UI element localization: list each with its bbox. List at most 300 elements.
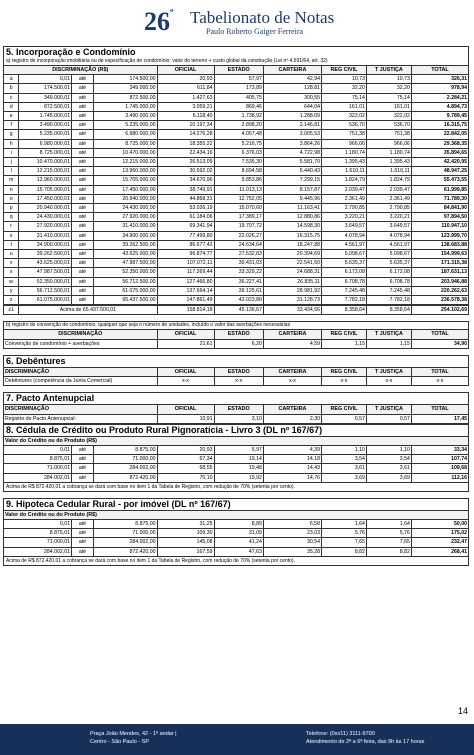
fee-schedule: [3, 46, 469, 566]
table-cell: 8,82: [321, 547, 366, 556]
table-cell: 34.900.000,00: [93, 231, 157, 240]
table-cell: 26.513,09: [157, 158, 214, 167]
table-cell: 28.981,92: [263, 286, 321, 295]
table-cell: 84.841,90: [411, 204, 468, 213]
table-cell: 2.361,49: [366, 194, 411, 203]
table-cell: 16.315,75: [263, 231, 321, 240]
table-row: [4, 93, 469, 102]
column-header: ESTADO: [214, 330, 263, 339]
table-row: [4, 130, 469, 139]
table-cell: 3.059,21: [157, 102, 214, 111]
table-cell: 23,03: [263, 529, 321, 538]
table-cell: 5.635,37: [321, 259, 366, 268]
table-cell: 47.987.500,01: [19, 268, 72, 277]
table-cell: 7.245,48: [321, 286, 366, 295]
incorporation-table-top-row: [3, 305, 469, 315]
table-cell: 173,89: [214, 84, 263, 93]
table-cell: 128,81: [263, 84, 321, 93]
table-cell: i: [4, 148, 19, 157]
table-cell: h: [4, 139, 19, 148]
column-header: Valor do Crédito ou do Produto (R$): [4, 510, 469, 519]
column-header: ESTADO: [214, 367, 263, 376]
table-cell: 7,65: [321, 538, 366, 547]
section-description: a) registro de incorporação imobiliária ou de especificação de condomínio: valor do terreno + custo global da construção (Lei nº 4.591/64, art. 32): [3, 58, 469, 65]
section-title: 7. Pacto Antenupcial: [3, 392, 469, 404]
table-cell: 349.000,00: [93, 84, 157, 93]
table-cell: 55.473,55: [411, 176, 468, 185]
table-cell: a: [4, 75, 19, 84]
table-cell: 12.215.000,01: [19, 167, 72, 176]
table-cell: até: [71, 277, 93, 286]
table-cell: 5.235.000,01: [19, 130, 72, 139]
table-cell: 536,70: [321, 121, 366, 130]
table-cell: e: [4, 112, 19, 121]
table-cell: 9.853,86: [214, 176, 263, 185]
table-cell: 9.789,45: [411, 112, 468, 121]
column-header: T JUSTIÇA: [366, 367, 411, 376]
table-cell: 11.163,41: [263, 204, 321, 213]
column-header: TOTAL: [411, 66, 468, 75]
table-cell: 42.420,95: [411, 158, 468, 167]
debentures-table: [3, 367, 469, 386]
logo-number: $26^º$: [144, 7, 174, 36]
table-cell: 2.039,47: [321, 185, 366, 194]
table-row: [4, 538, 469, 547]
table-cell: 8,82: [366, 547, 411, 556]
table-cell: 47.987.500,00: [93, 259, 157, 268]
rural-credit-table: [3, 436, 469, 483]
table-cell: 1.610,11: [366, 167, 411, 176]
table-cell: 4,39: [263, 445, 321, 454]
table-row: [4, 286, 469, 295]
table-cell: 22.541,50: [263, 259, 321, 268]
table-cell: até: [71, 93, 93, 102]
table-cell: 17.450.000,00: [93, 185, 157, 194]
table-cell: 33.329,22: [214, 268, 263, 277]
table-cell: até: [71, 445, 93, 454]
table-cell: 4.057,48: [214, 130, 263, 139]
column-header: DISCRIMINAÇÃO (R$): [4, 66, 158, 75]
table-cell: 48.947,25: [411, 167, 468, 176]
table-cell: até: [71, 538, 93, 547]
table-cell: 71.000,00: [93, 455, 157, 464]
table-cell: 43.625.000,01: [19, 259, 72, 268]
section-title: 8. Cédula de Crédito ou Produto Rural Pignoratícia - Livro 3 (DL nº 167/67): [3, 424, 469, 436]
table-row: [4, 414, 469, 423]
table-cell: 53.026,19: [157, 204, 214, 213]
table-row: [4, 277, 469, 286]
table-cell: 3,54: [366, 455, 411, 464]
table-cell: 10,73: [321, 75, 366, 84]
table-cell: 9.445,96: [263, 194, 321, 203]
table-cell: 24.688,31: [263, 268, 321, 277]
table-row: [4, 222, 469, 231]
incorporation-table: [3, 65, 469, 305]
table-cell: w: [4, 277, 19, 286]
table-cell: 10.470.000,01: [19, 158, 72, 167]
table-row: [4, 194, 469, 203]
table-cell: até: [71, 286, 93, 295]
column-header: T JUSTIÇA: [366, 66, 411, 75]
table-cell: 31.410.000,00: [93, 222, 157, 231]
table-cell: 6,20: [214, 339, 263, 348]
table-cell: 14,18: [263, 455, 321, 464]
table-cell: p: [4, 204, 19, 213]
table-cell: 14.276,28: [157, 130, 214, 139]
table-cell: 8.875,01: [4, 455, 72, 464]
table-cell: 86.677,42: [157, 240, 214, 249]
table-cell: x-x: [411, 377, 468, 386]
table-cell: 20.940.000,00: [93, 194, 157, 203]
table-cell: 0,01: [4, 445, 72, 454]
table-cell: x: [4, 268, 19, 277]
table-cell: 56.712.500,01: [19, 286, 72, 295]
table-cell: 19,14: [214, 455, 263, 464]
table-cell: 872.500,01: [19, 102, 72, 111]
table-cell: 2,30: [263, 414, 321, 423]
table-cell: 41,24: [214, 538, 263, 547]
table-cell: 4.561,97: [321, 240, 366, 249]
table-cell: 1.395,43: [321, 158, 366, 167]
table-row: [4, 268, 469, 277]
table-cell: 5.635,37: [366, 259, 411, 268]
table-cell: 4.722,98: [263, 148, 321, 157]
prenup-table: [3, 404, 469, 423]
table-row: [4, 473, 469, 482]
table-cell: até: [71, 102, 93, 111]
table-cell: 22.026,27: [214, 231, 263, 240]
table-cell: x-x: [263, 377, 321, 386]
table-row: [4, 547, 469, 556]
table-cell: 300,55: [263, 93, 321, 102]
table-cell: 1.738,92: [214, 112, 263, 121]
table-cell: 7.299,15: [263, 176, 321, 185]
table-cell: 0,01: [19, 75, 72, 84]
column-header: REG CIVIL: [322, 367, 367, 376]
table-cell: 5.581,70: [263, 158, 321, 167]
table-cell: 107,74: [411, 455, 468, 464]
table-cell: 284.002,00: [93, 464, 157, 473]
table-cell: 17.450.000,01: [19, 194, 72, 203]
table-cell: 3.220,21: [321, 213, 366, 222]
table-cell: até: [71, 519, 93, 528]
table-cell: 70,10: [157, 473, 214, 482]
table-cell: t: [4, 240, 19, 249]
table-cell: 644,04: [263, 102, 321, 111]
table-cell: Debêntures (competência da Junta Comercial): [4, 377, 158, 386]
table-cell: 42.023,80: [214, 296, 263, 305]
column-header: OFICIAL: [157, 367, 214, 376]
logo-subtitle: Paulo Roberto Gaiger Ferreira: [206, 27, 304, 36]
table-cell: 45.136,67: [214, 306, 263, 315]
table-cell: 127.466,80: [157, 277, 214, 286]
table-row: [4, 121, 469, 130]
table-cell: 31,09: [214, 529, 263, 538]
table-row: [4, 250, 469, 259]
table-cell: 154.999,63: [411, 250, 468, 259]
table-cell: x-x: [214, 377, 263, 386]
table-cell: até: [71, 222, 93, 231]
table-cell: 1,10: [321, 445, 366, 454]
table-header-row: [4, 367, 469, 376]
table-cell: c: [4, 93, 19, 102]
table-cell: q: [4, 213, 19, 222]
table-cell: 2.898,20: [214, 121, 263, 130]
table-cell: 145,08: [157, 538, 214, 547]
table-row: [4, 306, 469, 315]
table-row: [4, 339, 469, 348]
column-header: REG CIVIL: [322, 330, 367, 339]
table-cell: 5.216,75: [214, 139, 263, 148]
column-header: TOTAL: [411, 330, 468, 339]
mortgage-table: [3, 510, 469, 557]
table-cell: 65.437.500,00: [93, 296, 157, 305]
table-cell: 174.500,00: [93, 75, 157, 84]
table-cell: 5,97: [214, 445, 263, 454]
column-header: ESTADO: [214, 66, 263, 75]
table-cell: 39.262.500,00: [93, 240, 157, 249]
table-cell: 187.631,13: [411, 268, 468, 277]
table-cell: até: [71, 112, 93, 121]
table-cell: 2.284,21: [411, 93, 468, 102]
table-cell: 751,38: [321, 130, 366, 139]
table-cell: 1,15: [322, 339, 367, 348]
table-cell: 12.880,86: [263, 213, 321, 222]
table-cell: 284.002,00: [93, 538, 157, 547]
table-cell: 8.875,00: [93, 445, 157, 454]
table-cell: 3,69: [321, 473, 366, 482]
table-cell: 42,94: [263, 75, 321, 84]
table-cell: 284.002,01: [4, 473, 72, 482]
table-cell: 7.782,18: [366, 296, 411, 305]
table-row: [4, 102, 469, 111]
table-cell: 31,25: [157, 519, 214, 528]
table-cell: 147.861,49: [157, 296, 214, 305]
table-cell: 22.842,05: [411, 130, 468, 139]
table-cell: 35.894,65: [411, 148, 468, 157]
column-header: DISCRIMINAÇÃO: [4, 367, 158, 376]
table-cell: x-x: [322, 377, 367, 386]
table-row: [4, 75, 469, 84]
table-cell: 57,97: [214, 75, 263, 84]
column-header: T JUSTIÇA: [366, 330, 411, 339]
table-cell: o: [4, 194, 19, 203]
table-row: [4, 176, 469, 185]
table-cell: 75,14: [366, 93, 411, 102]
table-row: [4, 464, 469, 473]
table-cell: 0,57: [366, 414, 411, 423]
table-cell: l: [4, 167, 19, 176]
table-cell: 35,28: [263, 547, 321, 556]
table-cell: 67,34: [157, 455, 214, 464]
table-cell: até: [71, 250, 93, 259]
section-title: 6. Debêntures: [3, 355, 469, 367]
table-cell: até: [71, 213, 93, 222]
table-cell: 3,10: [214, 414, 263, 423]
table-cell: 12.215.000,00: [93, 158, 157, 167]
table-cell: 27.532,83: [214, 250, 263, 259]
table-row: [4, 259, 469, 268]
table-cell: 16.315,75: [411, 121, 468, 130]
table-cell: 1.745.000,00: [93, 102, 157, 111]
table-cell: 6,58: [263, 519, 321, 528]
table-cell: 34.900.000,01: [19, 240, 72, 249]
table-row: [4, 529, 469, 538]
table-cell: 872.500,00: [93, 93, 157, 102]
table-cell: 161,01: [366, 102, 411, 111]
column-header: ESTADO: [214, 405, 263, 414]
table-cell: 6.376,03: [214, 148, 263, 157]
table-cell: 39.125,61: [214, 286, 263, 295]
table-cell: 3.220,21: [366, 213, 411, 222]
table-cell: 3.864,26: [263, 139, 321, 148]
table-cell: 27.920.000,00: [93, 213, 157, 222]
letterhead: [0, 0, 474, 44]
table-cell: 71.000,00: [93, 529, 157, 538]
table-row: [4, 148, 469, 157]
table-cell: 7,65: [366, 538, 411, 547]
table-cell: 6.172,08: [366, 268, 411, 277]
table-cell: 3,61: [321, 464, 366, 473]
table-cell: 12.752,05: [214, 194, 263, 203]
table-cell: 10,73: [366, 75, 411, 84]
table-cell: 110.947,10: [411, 222, 468, 231]
table-cell: 1,64: [366, 519, 411, 528]
table-cell: 39.262.500,01: [19, 250, 72, 259]
table-cell: 123.999,70: [411, 231, 468, 240]
table-cell: 872.420,00: [93, 547, 157, 556]
table-cell: 8.725.000,01: [19, 148, 72, 157]
table-row: [4, 231, 469, 240]
table-cell: 32,20: [366, 84, 411, 93]
table-cell: até: [71, 158, 93, 167]
table-cell: 7.782,18: [321, 296, 366, 305]
table-cell: até: [71, 167, 93, 176]
table-cell: 254.102,69: [411, 306, 468, 315]
table-cell: 71.000,01: [4, 538, 72, 547]
table-cell: 33,34: [411, 445, 468, 454]
table-cell: 8.358,64: [366, 306, 411, 315]
section-title: 9. Hipoteca Cedular Rural - por imóvel (DL nº 167/67): [3, 498, 469, 510]
table-cell: n: [4, 185, 19, 194]
table-cell: 2.361,49: [321, 194, 366, 203]
table-row: [4, 519, 469, 528]
table-cell: 872.420,00: [93, 473, 157, 482]
column-header: REG CIVIL: [321, 66, 366, 75]
table-cell: 22.434,16: [157, 148, 214, 157]
table-cell: 203.946,88: [411, 277, 468, 286]
table-cell: 30,54: [263, 538, 321, 547]
table-cell: 966,06: [366, 139, 411, 148]
column-header: CARTEIRA: [263, 405, 321, 414]
table-cell: Acima de 65.437.500,01: [19, 306, 157, 315]
column-header: OFICIAL: [157, 330, 214, 339]
table-cell: 52.350.000,00: [93, 268, 157, 277]
table-cell: 109,68: [411, 464, 468, 473]
convention-description: b) registro de convenção de condomínio, qualquer que seja o número de unidades, incluído o valor das averbações necessárias: [3, 321, 469, 329]
table-cell: 10.470.000,00: [93, 148, 157, 157]
table-cell: 11.013,13: [214, 185, 263, 194]
table-cell: 61.075.000,01: [19, 296, 72, 305]
table-cell: d: [4, 102, 19, 111]
table-cell: 978,94: [411, 84, 468, 93]
table-cell: 3.490.000,01: [19, 121, 72, 130]
table-row: [4, 455, 469, 464]
table-cell: 1.824,79: [366, 176, 411, 185]
table-row: [4, 445, 469, 454]
table-cell: 5.098,67: [366, 250, 411, 259]
table-cell: até: [71, 139, 93, 148]
table-cell: 232,47: [411, 538, 468, 547]
table-cell: 1.288,09: [263, 112, 321, 121]
table-cell: 96.874,77: [157, 250, 214, 259]
column-header: DISCRIMINAÇÃO: [4, 330, 158, 339]
table-cell: até: [71, 185, 93, 194]
table-cell: 47,63: [214, 547, 263, 556]
table-row: [4, 112, 469, 121]
table-cell: 13.960.000,00: [93, 167, 157, 176]
table-cell: y: [4, 286, 19, 295]
table-cell: 109,30: [157, 529, 214, 538]
table-cell: 167,59: [157, 547, 214, 556]
table-cell: 61.184,06: [157, 213, 214, 222]
table-cell: até: [71, 529, 93, 538]
table-cell: até: [71, 455, 93, 464]
table-cell: 31.410.000,01: [19, 231, 72, 240]
table-cell: 322,02: [366, 112, 411, 121]
footer-address: Praça João Mendes, 42 - 1º andar | Centro - São Paulo - SP: [90, 731, 177, 745]
table-cell: 77.499,80: [157, 231, 214, 240]
table-cell: 8.875,01: [4, 529, 72, 538]
table-cell: 5,76: [366, 529, 411, 538]
table-cell: 10,91: [157, 414, 214, 423]
page-number: 14: [457, 706, 468, 716]
table-row: [4, 296, 469, 305]
table-cell: 751,38: [366, 130, 411, 139]
table-cell: 17.389,17: [214, 213, 263, 222]
table-cell: 50,00: [411, 519, 468, 528]
table-header-row: [4, 510, 469, 519]
table-cell: 611,84: [157, 84, 214, 93]
table-cell: 536,70: [366, 121, 411, 130]
table-cell: 220.262,63: [411, 286, 468, 295]
table-cell: até: [71, 464, 93, 473]
table-cell: 71.000,01: [4, 464, 72, 473]
section-title: 5. Incorporação e Condomínio: [3, 46, 469, 58]
table-cell: 36.227,41: [214, 277, 263, 286]
table-cell: 8.875,00: [93, 519, 157, 528]
table-cell: até: [71, 204, 93, 213]
table-cell: b: [4, 84, 19, 93]
table-cell: até: [71, 259, 93, 268]
table-cell: f: [4, 121, 19, 130]
table-cell: 6.172,08: [321, 268, 366, 277]
table-cell: r: [4, 222, 19, 231]
table-cell: 5.235.000,00: [93, 121, 157, 130]
table-row: [4, 377, 469, 386]
table-cell: 29.368,35: [411, 139, 468, 148]
table-cell: 8.157,87: [263, 185, 321, 194]
table-cell: 284.002,01: [4, 547, 72, 556]
table-cell: 31.128,73: [263, 296, 321, 305]
table-cell: v: [4, 259, 19, 268]
table-cell: até: [71, 194, 93, 203]
table-cell: 112,16: [411, 473, 468, 482]
mortgage-note: Acima de R$ 872.420,01 a cobrança se dará com base no item 1 da Tabela de Registro, com redução de 70% (setenta por cento).: [3, 557, 469, 566]
table-cell: 56.712.500,00: [93, 277, 157, 286]
table-cell: 326,31: [411, 75, 468, 84]
table-row: [4, 139, 469, 148]
